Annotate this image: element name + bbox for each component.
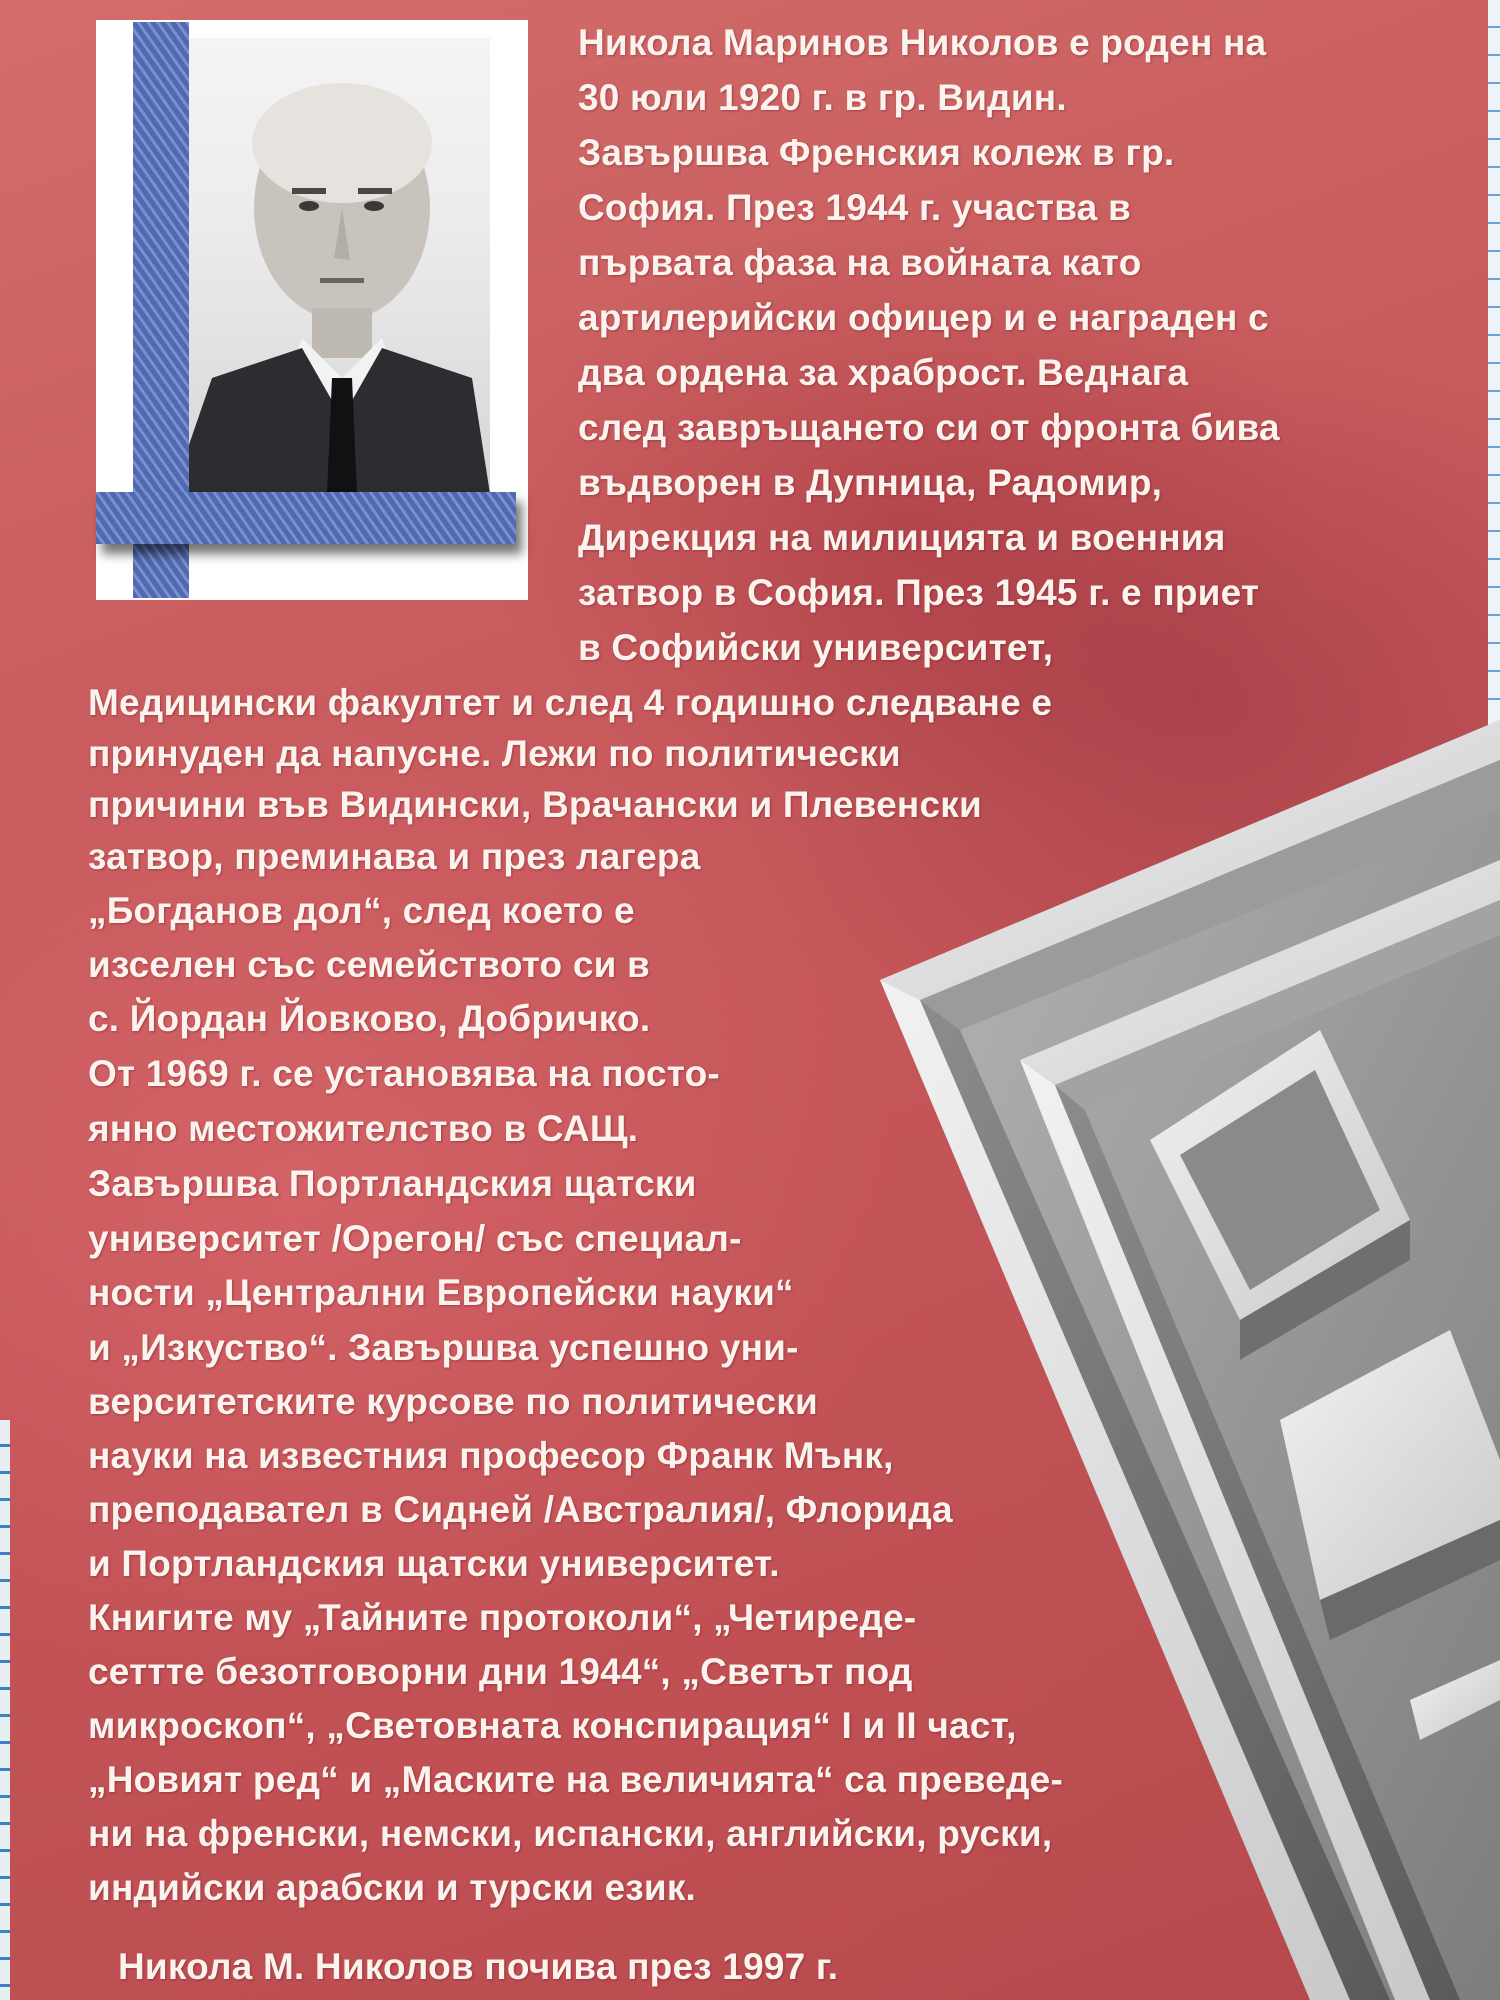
- bio-line: затвор, преминава и през лагера: [88, 836, 701, 877]
- bio-line: науки на известния професор Франк Мънк,: [88, 1435, 894, 1476]
- decorative-blue-cross-horizontal: [96, 492, 516, 544]
- bio-line: Книгите му „Тайните протоколи“, „Четиреде-: [88, 1597, 917, 1638]
- bio-line: артилерийски офицер и е награден с: [578, 297, 1269, 338]
- bio-line: изселен със семейството си в: [88, 944, 650, 985]
- author-portrait-photo: [152, 38, 490, 494]
- bio-line: Завършва Портландския щатски: [88, 1163, 697, 1204]
- bio-line: и „Изкуство“. Завършва успешно уни-: [88, 1327, 799, 1368]
- bio-line: ности „Централни Европейски науки“: [88, 1272, 794, 1313]
- bio-line: верситетските курсове по политически: [88, 1381, 818, 1422]
- closing-line: Никола М. Николов почива през 1997 г.: [118, 1946, 839, 1987]
- bio-line: „Богданов дол“, след което е: [88, 890, 635, 931]
- bio-line: микроскоп“, „Световната конспирация“ I и II част,: [88, 1705, 1017, 1746]
- bio-line: ни на френски, немски, испански, английски, руски,: [88, 1813, 1053, 1854]
- bio-line: принуден да напусне. Лежи по политически: [88, 733, 901, 774]
- bio-line: София. През 1944 г. участва в: [578, 187, 1131, 228]
- bio-line: университет /Орегон/ със специал-: [88, 1218, 742, 1259]
- maze-illustration: [850, 700, 1500, 2000]
- bio-line: Завършва Френския колеж в гр.: [578, 132, 1175, 173]
- bio-line: първата фаза на войната като: [578, 242, 1142, 283]
- bio-line: „Новият ред“ и „Маските на величията“ са преведе-: [88, 1759, 1063, 1800]
- bio-line: причини във Видински, Врачански и Плевенски: [88, 784, 982, 825]
- bio-line: след завръщането си от фронта бива: [578, 407, 1280, 448]
- bio-line: и Портландския щатски университет.: [88, 1543, 780, 1584]
- bio-line: два ордена за храброст. Веднага: [578, 352, 1189, 393]
- bio-line: сеттте безотговорни дни 1944“, „Светът под: [88, 1651, 913, 1692]
- bio-line: преподавател в Сидней /Австралия/, Флорида: [88, 1489, 953, 1530]
- bio-line: Никола Маринов Николов е роден на: [578, 22, 1267, 63]
- bio-line: Дирекция на милицията и военния: [578, 517, 1226, 558]
- bio-line: От 1969 г. се установява на посто-: [88, 1053, 720, 1094]
- bio-line: затвор в София. През 1945 г. е приет: [578, 572, 1260, 613]
- bio-line: индийски арабски и турски език.: [88, 1867, 697, 1908]
- bio-line: 30 юли 1920 г. в гр. Видин.: [578, 77, 1067, 118]
- bio-line: Медицински факултет и след 4 годишно следване е: [88, 682, 1053, 723]
- bio-line: в Софийски университет,: [578, 627, 1054, 668]
- notebook-paper-edge-left: [0, 1420, 10, 2000]
- bio-line: с. Йордан Йовково, Добричко.: [88, 998, 651, 1039]
- bio-line: янно местожителство в САЩ.: [88, 1108, 639, 1149]
- bio-line: въдворен в Дупница, Радомир,: [578, 462, 1163, 503]
